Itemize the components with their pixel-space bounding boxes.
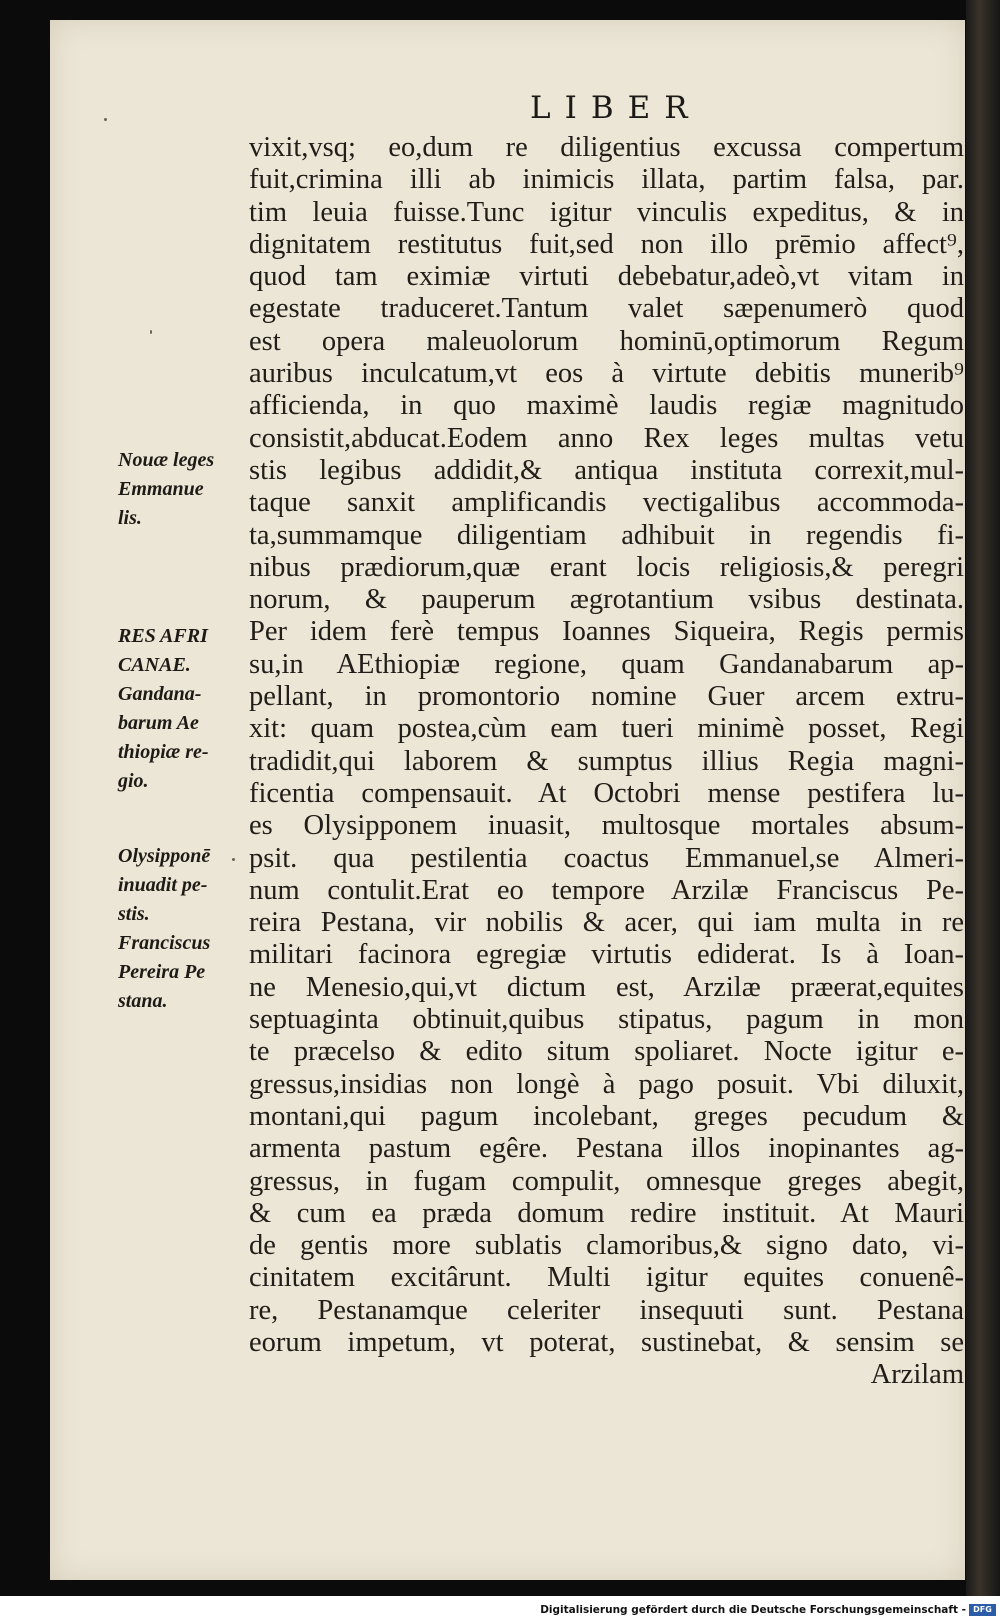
text-line: egestate traduceret.Tantum valet sæpenumerò quod [249, 293, 964, 325]
text-line: tim leuia fuisse.Tunc igitur vinculis expeditus, & in [249, 196, 964, 228]
margin-note-line: Emmanue [118, 478, 204, 500]
text-line: ta,summamque diligentiam adhibuit in regendis fi- [249, 519, 964, 551]
text-line: consistit,abducat.Eodem anno Rex leges multas vetu [249, 422, 964, 454]
text-line: armenta pastum egêre. Pestana illos inopinantes ag- [249, 1133, 964, 1165]
margin-note-line: CANAE. [118, 654, 191, 676]
margin-note-line: Pereira Pe [118, 961, 206, 983]
text-line: & cum ea præda domum redire instituit. At Mauri [249, 1197, 964, 1229]
text-line: re, Pestanamque celeriter insequuti sunt. Pestana [249, 1294, 964, 1326]
margin-note-line: Gandana- [118, 683, 202, 705]
margin-note-line: lis. [118, 507, 142, 529]
text-line: eorum impetum, vt poterat, sustinebat, & sensim se [249, 1326, 964, 1358]
margin-note-leges [118, 446, 258, 533]
margin-notes [118, 446, 258, 1016]
text-line: te præcelso & edito situm spoliaret. Nocte igitur e- [249, 1036, 964, 1068]
margin-note-line: stana. [118, 990, 168, 1012]
text-line: auribus inculcatum,vt eos à virtute debitis munerib⁹ [249, 358, 964, 390]
text-line: nibus prædiorum,quæ erant locis religiosis,& peregri [249, 551, 964, 583]
text-line: norum, & pauperum ægrotantium vsibus destinata. [249, 584, 964, 616]
margin-note-line: Nouæ leges [118, 449, 215, 471]
main-text-block [249, 132, 964, 1392]
text-line: montani,qui pagum incolebant, greges pecudum & [249, 1100, 964, 1132]
text-line: gressus,insidias non longè à pago posuit. Vbi diluxit, [249, 1068, 964, 1100]
text-line: militari facinora egregiæ virtutis ediderat. Is à Ioan- [249, 939, 964, 971]
text-line: tradidit,qui laborem & sumptus illius Regia magni- [249, 745, 964, 777]
text-line: reira Pestana, vir nobilis & acer, qui iam multa in re [249, 907, 964, 939]
text-line: stis legibus addidit,& antiqua instituta correxit,mul- [249, 454, 964, 486]
text-line: cinitatem excitârunt. Multi igitur equites conuenê- [249, 1262, 964, 1294]
text-line: es Olysipponem inuasit, multosque mortales absum- [249, 810, 964, 842]
text-line: quod tam eximiæ virtuti debebatur,adeò,vt vitam in [249, 261, 964, 293]
text-line: de gentis more sublatis clamoribus,& signo dato, vi- [249, 1230, 964, 1262]
margin-note-pestis [118, 842, 258, 929]
margin-note-line: gio. [118, 770, 149, 792]
margin-note-pestana [118, 929, 258, 1016]
margin-note-line: RES AFRI [118, 625, 208, 647]
margin-note-line: stis. [118, 903, 150, 925]
margin-note-line: thiopiæ re- [118, 741, 209, 763]
text-line: su,in AEthiopiæ regione, quam Gandanabarum ap- [249, 648, 964, 680]
text-line: psit. qua pestilentia coactus Emmanuel,se Almeri- [249, 842, 964, 874]
text-line: xit: quam postea,cùm eam tueri minimè posset, Regi [249, 713, 964, 745]
margin-note-line: inuadit pe- [118, 874, 208, 896]
margin-note-line: barum Ae [118, 712, 199, 734]
digitization-credit: Digitalisierung gefördert durch die Deutsche Forschungsgemeinschaft - [540, 1604, 966, 1616]
margin-note-res-africanae [118, 622, 258, 796]
text-line: afficienda, in quo maximè laudis regiæ magnitudo [249, 390, 964, 422]
text-line: fuit,crimina illi ab inimicis illata, partim falsa, par. [249, 164, 964, 196]
text-line: vixit,vsq; eo,dum re diligentius excussa compertum [249, 132, 964, 163]
text-line: num contulit.Erat eo tempore Arzilæ Franciscus Pe- [249, 874, 964, 906]
text-line: dignitatem restitutus fuit,sed non illo prēmio affect⁹, [249, 228, 964, 260]
catchword: Arzilam [870, 1359, 964, 1391]
dfg-logo: DFG [969, 1604, 996, 1616]
paper-speck [104, 118, 107, 121]
margin-note-line: Franciscus [118, 932, 211, 954]
text-line: septuaginta obtinuit,quibus stipatus, pagum in mon [249, 1004, 964, 1036]
text-line: pellant, in promontorio nomine Guer arcem extru- [249, 681, 964, 713]
text-line: ne Menesio,qui,vt dictum est, Arzilæ præerat,equites [249, 971, 964, 1003]
text-line: Per idem ferè tempus Ioannes Siqueira, Regis permis [249, 616, 964, 648]
text-line: est opera maleuolorum hominū,optimorum Regum [249, 325, 964, 357]
paper-speck [150, 330, 152, 334]
running-head: LIBER [530, 90, 702, 126]
text-line: taque sanxit amplificandis vectigalibus accommoda- [249, 487, 964, 519]
text-line: ficentia compensauit. At Octobri mense pestifera lu- [249, 777, 964, 809]
margin-note-line: Olysipponē [118, 845, 211, 867]
text-line: gressus, in fugam compulit, omnesque greges abegit, [249, 1165, 964, 1197]
page-gutter-edge [966, 0, 1000, 1596]
